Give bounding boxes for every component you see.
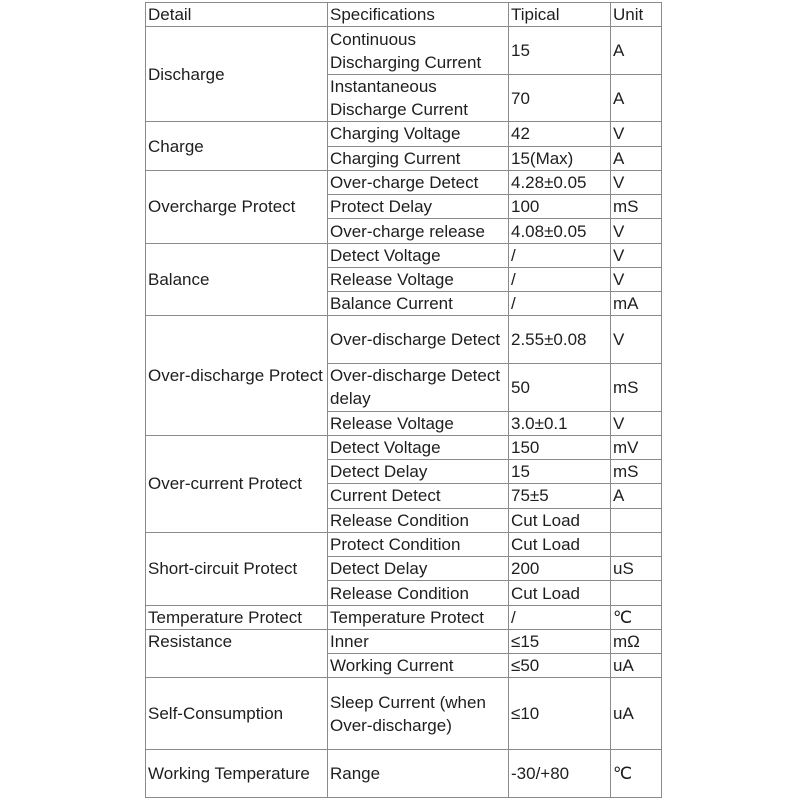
unit-cell: V (611, 316, 662, 364)
unit-cell: V (611, 219, 662, 243)
group-temperature: Temperature Protect (146, 605, 328, 629)
value-cell: ≤10 (509, 678, 611, 750)
value-cell: 2.55±0.08 (509, 316, 611, 364)
header-detail: Detail (146, 3, 328, 27)
spec-cell: Instantaneous Discharge Current (328, 74, 509, 122)
unit-cell: A (611, 74, 662, 122)
group-selfconsumption: Self-Consumption (146, 678, 328, 750)
table-row (146, 122, 662, 146)
unit-cell: uS (611, 557, 662, 581)
spec-cell: Working Current (328, 654, 509, 678)
value-cell: 15(Max) (509, 146, 611, 170)
unit-cell: A (611, 146, 662, 170)
specification-table (145, 2, 662, 798)
spec-cell: Sleep Current (when Over-discharge) (328, 678, 509, 750)
spec-cell: Over-discharge Detect delay (328, 363, 509, 411)
unit-cell: V (611, 411, 662, 435)
value-cell: 70 (509, 74, 611, 122)
value-cell: Cut Load (509, 508, 611, 532)
unit-cell (611, 532, 662, 556)
unit-cell: mS (611, 195, 662, 219)
value-cell: 4.28±0.05 (509, 170, 611, 194)
header-typical: Tipical (509, 3, 611, 27)
header-row (146, 3, 662, 27)
value-cell: 150 (509, 435, 611, 459)
unit-cell: V (611, 267, 662, 291)
table-row (146, 532, 662, 556)
group-charge: Charge (146, 122, 328, 171)
unit-cell: mΩ (611, 629, 662, 653)
spec-cell: Release Voltage (328, 267, 509, 291)
value-cell: Cut Load (509, 532, 611, 556)
group-balance: Balance (146, 243, 328, 316)
value-cell: -30/+80 (509, 750, 611, 798)
value-cell: 50 (509, 363, 611, 411)
value-cell: 200 (509, 557, 611, 581)
group-shortcircuit: Short-circuit Protect (146, 532, 328, 605)
unit-cell: uA (611, 654, 662, 678)
group-discharge: Discharge (146, 27, 328, 122)
spec-cell: Detect Delay (328, 460, 509, 484)
spec-cell: Balance Current (328, 292, 509, 316)
spec-cell: Protect Condition (328, 532, 509, 556)
unit-cell: uA (611, 678, 662, 750)
group-workingtemp: Working Temperature (146, 750, 328, 798)
unit-cell: A (611, 27, 662, 75)
spec-cell: Detect Voltage (328, 435, 509, 459)
value-cell: ≤50 (509, 654, 611, 678)
spec-cell: Continuous Discharging Current (328, 27, 509, 75)
table-row (146, 750, 662, 798)
spec-cell: Inner (328, 629, 509, 653)
spec-cell: Range (328, 750, 509, 798)
spec-cell: Charging Voltage (328, 122, 509, 146)
unit-cell: V (611, 122, 662, 146)
unit-cell: A (611, 484, 662, 508)
value-cell: / (509, 267, 611, 291)
spec-cell: Over-charge release (328, 219, 509, 243)
value-cell: 100 (509, 195, 611, 219)
table-row (146, 170, 662, 194)
spec-cell: Detect Voltage (328, 243, 509, 267)
group-resistance: Resistance (146, 629, 328, 678)
spec-cell: Temperature Protect (328, 605, 509, 629)
unit-cell: mA (611, 292, 662, 316)
unit-cell: V (611, 170, 662, 194)
unit-cell (611, 508, 662, 532)
value-cell: / (509, 292, 611, 316)
spec-cell: Release Voltage (328, 411, 509, 435)
table-row (146, 316, 662, 364)
spec-cell: Release Condition (328, 581, 509, 605)
unit-cell: mS (611, 363, 662, 411)
unit-cell: V (611, 243, 662, 267)
table-row (146, 243, 662, 267)
spec-cell: Over-charge Detect (328, 170, 509, 194)
value-cell: 75±5 (509, 484, 611, 508)
value-cell: 15 (509, 460, 611, 484)
header-unit: Unit (611, 3, 662, 27)
spec-cell: Protect Delay (328, 195, 509, 219)
spec-cell: Over-discharge Detect (328, 316, 509, 364)
spec-cell: Detect Delay (328, 557, 509, 581)
value-cell: 4.08±0.05 (509, 219, 611, 243)
unit-cell (611, 581, 662, 605)
unit-cell: mS (611, 460, 662, 484)
table-row (146, 435, 662, 459)
table-row (146, 629, 662, 653)
value-cell: Cut Load (509, 581, 611, 605)
value-cell: ≤15 (509, 629, 611, 653)
value-cell: 15 (509, 27, 611, 75)
group-overcharge: Overcharge Protect (146, 170, 328, 243)
table-row (146, 27, 662, 75)
unit-cell: mV (611, 435, 662, 459)
group-overcurrent: Over-current Protect (146, 435, 328, 532)
group-overdischarge: Over-discharge Protect (146, 316, 328, 435)
value-cell: 42 (509, 122, 611, 146)
unit-cell: ℃ (611, 750, 662, 798)
unit-cell: ℃ (611, 605, 662, 629)
table-row (146, 605, 662, 629)
spec-cell: Release Condition (328, 508, 509, 532)
value-cell: 3.0±0.1 (509, 411, 611, 435)
spec-cell: Current Detect (328, 484, 509, 508)
value-cell: / (509, 243, 611, 267)
header-specifications: Specifications (328, 3, 509, 27)
table-row (146, 678, 662, 750)
value-cell: / (509, 605, 611, 629)
spec-cell: Charging Current (328, 146, 509, 170)
